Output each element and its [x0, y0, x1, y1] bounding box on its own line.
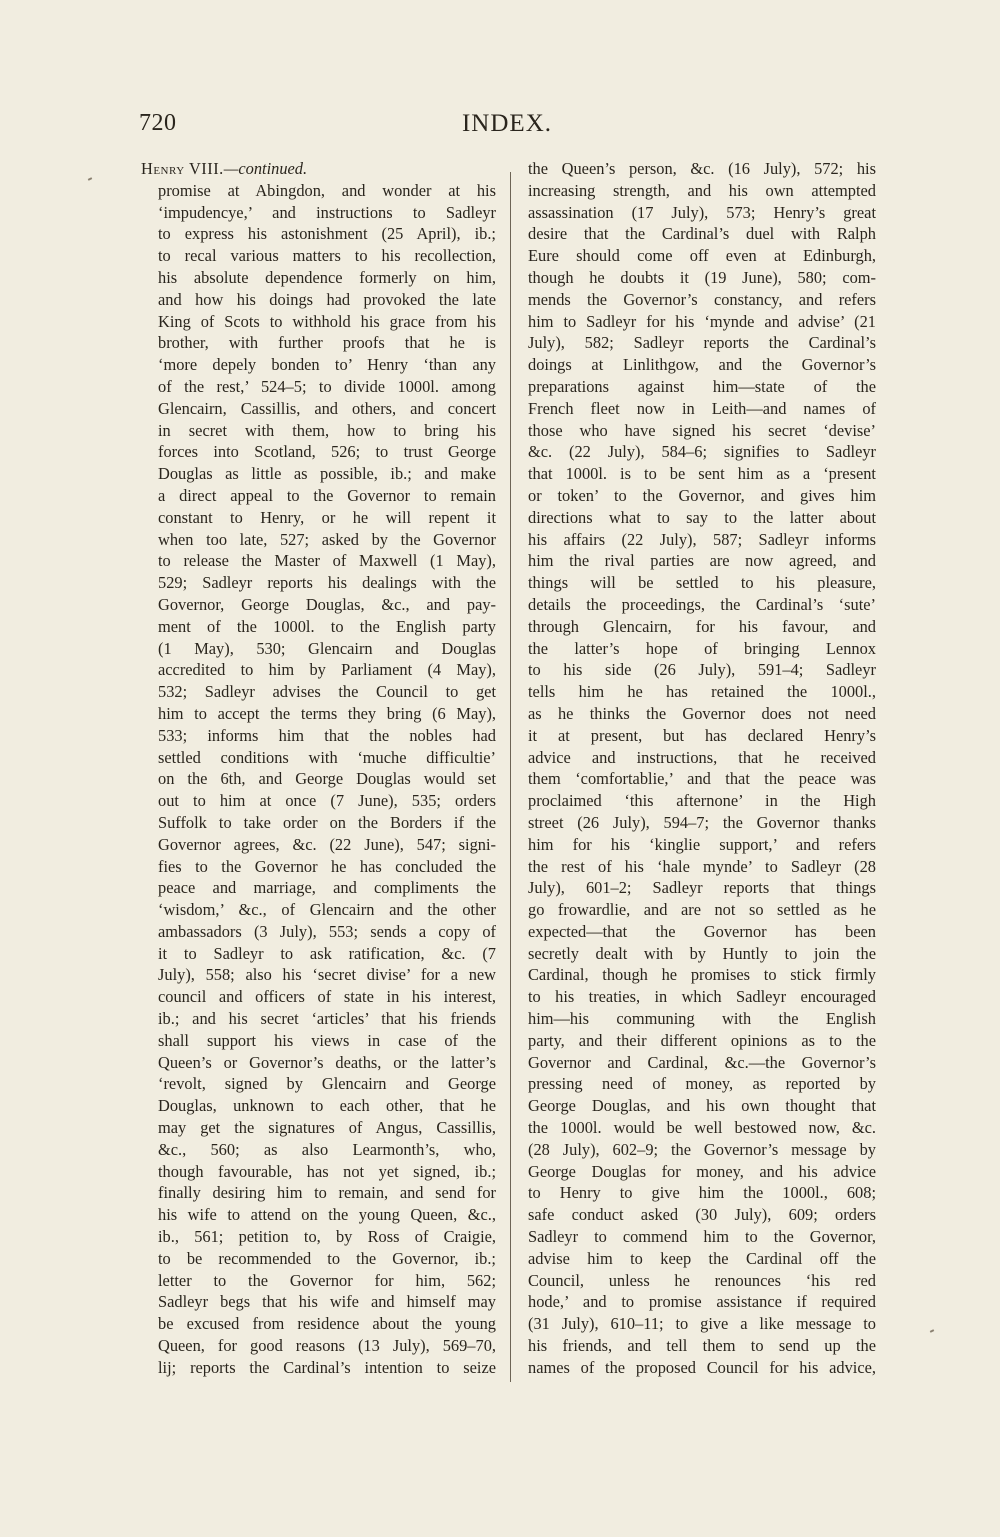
text-line: peace and marriage, and compliments the	[158, 878, 496, 898]
text-line: preparations against him—state of the	[528, 376, 876, 396]
text-line: though favourable, has not yet signed, ib.;	[158, 1161, 496, 1181]
text-line: advise him to keep the Cardinal off the	[528, 1248, 876, 1268]
text-line: fies to the Governor he has concluded the	[158, 856, 496, 876]
text-line: it at present, but has declared Henry’s	[528, 725, 876, 745]
text-line: promise at Abingdon, and wonder at his	[158, 180, 496, 200]
text-line: Douglas, unknown to each other, that he	[158, 1096, 496, 1116]
text-line: (28 July), 602–9; the Governor’s message by	[528, 1139, 876, 1159]
text-line: them ‘comfortablie,’ and that the peace was	[528, 769, 876, 789]
text-line: Sadleyr begs that his wife and himself may	[158, 1292, 496, 1312]
left-column	[141, 158, 496, 1379]
text-line: safe conduct asked (30 July), 609; orders	[528, 1205, 876, 1225]
text-line: him to Sadleyr for his ‘mynde and advise’ (21	[528, 311, 876, 331]
text-line: directions what to say to the latter about	[528, 507, 876, 527]
text-line: or token’ to the Governor, and gives him	[528, 485, 876, 505]
text-line: lij; reports the Cardinal’s intention to seize	[158, 1357, 496, 1377]
text-line: Governor agrees, &c. (22 June), 547; signi-	[158, 834, 496, 854]
entry-heading-continued: —continued.	[223, 159, 308, 178]
text-line: council and officers of state in his interest,	[158, 987, 496, 1007]
text-line: him the rival parties are now agreed, and	[528, 551, 876, 571]
text-line: King of Scots to withhold his grace from his	[158, 311, 496, 331]
text-line: Council, unless he renounces ‘his red	[528, 1270, 876, 1290]
text-line: ‘revolt, signed by Glencairn and George	[158, 1074, 496, 1094]
text-line: 533; informs him that the nobles had	[158, 725, 496, 745]
text-line: ib., 561; petition to, by Ross of Craigie,	[158, 1227, 496, 1247]
text-line: to express his astonishment (25 April), ib.;	[158, 224, 496, 244]
text-line: 529; Sadleyr reports his dealings with the	[158, 573, 496, 593]
text-line: accredited to him by Parliament (4 May),	[158, 660, 496, 680]
text-line: July), 558; also his ‘secret divise’ for a new	[158, 965, 496, 985]
text-line: July), 582; Sadleyr reports the Cardinal’s	[528, 333, 876, 353]
text-line: ment of the 1000l. to the English party	[158, 616, 496, 636]
text-line: as he thinks the Governor does not need	[528, 703, 876, 723]
text-line: letter to the Governor for him, 562;	[158, 1270, 496, 1290]
text-line: that 1000l. is to be sent him as a ‘present	[528, 464, 876, 484]
text-line: when too late, 527; asked by the Governor	[158, 529, 496, 549]
text-line: street (26 July), 594–7; the Governor thanks	[528, 812, 876, 832]
text-line: his wife to attend on the young Queen, &c.,	[158, 1205, 496, 1225]
text-line: go frowardlie, and are not so settled as he	[528, 900, 876, 920]
text-line: doings at Linlithgow, and the Governor’s	[528, 355, 876, 375]
text-line: the latter’s hope of bringing Lennox	[528, 638, 876, 658]
text-line: Governor, George Douglas, &c., and pay-	[158, 594, 496, 614]
text-line: to Henry to give him the 1000l., 608;	[528, 1183, 876, 1203]
text-line: things will be settled to his pleasure,	[528, 573, 876, 593]
text-line: to his side (26 July), 591–4; Sadleyr	[528, 660, 876, 680]
text-line: him for his ‘kinglie support,’ and refers	[528, 834, 876, 854]
text-line: Cardinal, though he promises to stick firmly	[528, 965, 876, 985]
text-line: desire that the Cardinal’s duel with Ralph	[528, 224, 876, 244]
text-line: details the proceedings, the Cardinal’s ‘sute’	[528, 594, 876, 614]
right-column	[528, 158, 876, 1379]
text-line: of the rest,’ 524–5; to divide 1000l. among	[158, 376, 496, 396]
text-line: &c., 560; as also Learmonth’s, who,	[158, 1139, 496, 1159]
text-line: Queen, for good reasons (13 July), 569–70,	[158, 1336, 496, 1356]
entry-heading	[141, 158, 496, 180]
text-line: &c. (22 July), 584–6; signifies to Sadleyr	[528, 442, 876, 462]
text-line: constant to Henry, or he will repent it	[158, 507, 496, 527]
text-line: to be recommended to the Governor, ib.;	[158, 1248, 496, 1268]
text-line: the Queen’s person, &c. (16 July), 572; his	[528, 159, 876, 178]
text-line: him—his communing with the English	[528, 1009, 876, 1029]
text-line: French fleet now in Leith—and names of	[528, 398, 876, 418]
text-line: assassination (17 July), 573; Henry’s great	[528, 202, 876, 222]
text-line: increasing strength, and his own attempted	[528, 180, 876, 200]
text-line: (1 May), 530; Glencairn and Douglas	[158, 638, 496, 658]
text-line: his absolute dependence formerly on him,	[158, 267, 496, 287]
text-line: secretly dealt with by Huntly to join the	[528, 943, 876, 963]
text-line: brother, with further proofs that he is	[158, 333, 496, 353]
text-line: to recal various matters to his recollection,	[158, 246, 496, 266]
text-line: Eure should come off even at Edinburgh,	[528, 246, 876, 266]
text-line: George Douglas, and his own thought that	[528, 1096, 876, 1116]
text-line: expected—that the Governor has been	[528, 921, 876, 941]
running-head: INDEX.	[461, 110, 552, 137]
text-line: ambassadors (3 July), 553; sends a copy of	[158, 921, 496, 941]
text-line: through Glencairn, for his favour, and	[528, 616, 876, 636]
text-line: hode,’ and to promise assistance if required	[528, 1292, 876, 1312]
text-line: party, and their different opinions as to the	[528, 1030, 876, 1050]
text-line: Douglas as little as possible, ib.; and make	[158, 464, 496, 484]
text-line: Sadleyr to commend him to the Governor,	[528, 1227, 876, 1247]
text-line: it to Sadleyr to ask ratification, &c. (7	[158, 943, 496, 963]
text-line: the rest of his ‘hale mynde’ to Sadleyr (28	[528, 856, 876, 876]
text-line: and how his doings had provoked the late	[158, 289, 496, 309]
text-line: George Douglas for money, and his advice	[528, 1161, 876, 1181]
text-line: finally desiring him to remain, and send for	[158, 1183, 496, 1203]
text-line: names of the proposed Council for his advice,	[528, 1357, 876, 1377]
text-line: out to him at once (7 June), 535; orders	[158, 791, 496, 811]
text-line: his affairs (22 July), 587; Sadleyr informs	[528, 529, 876, 549]
text-line: on the 6th, and George Douglas would set	[158, 769, 496, 789]
page-header	[139, 110, 875, 146]
text-line: Governor and Cardinal, &c.—the Governor’s	[528, 1052, 876, 1072]
paper-speck	[88, 177, 92, 181]
text-line: a direct appeal to the Governor to remain	[158, 485, 496, 505]
text-line: to release the Master of Maxwell (1 May),	[158, 551, 496, 571]
text-line: the 1000l. would be well bestowed now, &c.	[528, 1118, 876, 1138]
text-line: though he doubts it (19 June), 580; com-	[528, 267, 876, 287]
text-line: Suffolk to take order on the Borders if the	[158, 812, 496, 832]
text-line: July), 601–2; Sadleyr reports that things	[528, 878, 876, 898]
text-line: ‘wisdom,’ &c., of Glencairn and the other	[158, 900, 496, 920]
paper-speck	[930, 1329, 934, 1333]
text-line: in secret with them, how to bring his	[158, 420, 496, 440]
text-line: ib.; and his secret ‘articles’ that his friends	[158, 1009, 496, 1029]
column-divider	[510, 172, 511, 1382]
text-line: may get the signatures of Angus, Cassillis,	[158, 1118, 496, 1138]
text-line: settled conditions with ‘muche difficultie’	[158, 747, 496, 767]
text-line: 532; Sadleyr advises the Council to get	[158, 682, 496, 702]
text-line: Queen’s or Governor’s deaths, or the latter’s	[158, 1052, 496, 1072]
text-line: his friends, and tell them to send up the	[528, 1336, 876, 1356]
entry-heading-name: Henry VIII.	[141, 159, 224, 178]
text-line: pressing need of money, as reported by	[528, 1074, 876, 1094]
text-line: ‘impudencye,’ and instructions to Sadleyr	[158, 202, 496, 222]
left-column-text	[158, 180, 496, 1379]
text-line: be excused from residence about the young	[158, 1314, 496, 1334]
text-line: ‘more depely bonden to’ Henry ‘than any	[158, 355, 496, 375]
text-line: proclaimed ‘this afternone’ in the High	[528, 791, 876, 811]
text-line: shall support his views in case of the	[158, 1030, 496, 1050]
text-line: advice and instructions, that he received	[528, 747, 876, 767]
page-number: 720	[139, 110, 177, 136]
text-line: Glencairn, Cassillis, and others, and concert	[158, 398, 496, 418]
text-line: him to accept the terms they bring (6 May),	[158, 703, 496, 723]
text-line: to his treaties, in which Sadleyr encouraged	[528, 987, 876, 1007]
text-line: (31 July), 610–11; to give a like message to	[528, 1314, 876, 1334]
text-line: mends the Governor’s constancy, and refers	[528, 289, 876, 309]
right-column-text	[528, 158, 876, 1379]
text-line: forces into Scotland, 526; to trust George	[158, 442, 496, 462]
text-line: tells him he has retained the 1000l.,	[528, 682, 876, 702]
text-line: those who have signed his secret ‘devise’	[528, 420, 876, 440]
